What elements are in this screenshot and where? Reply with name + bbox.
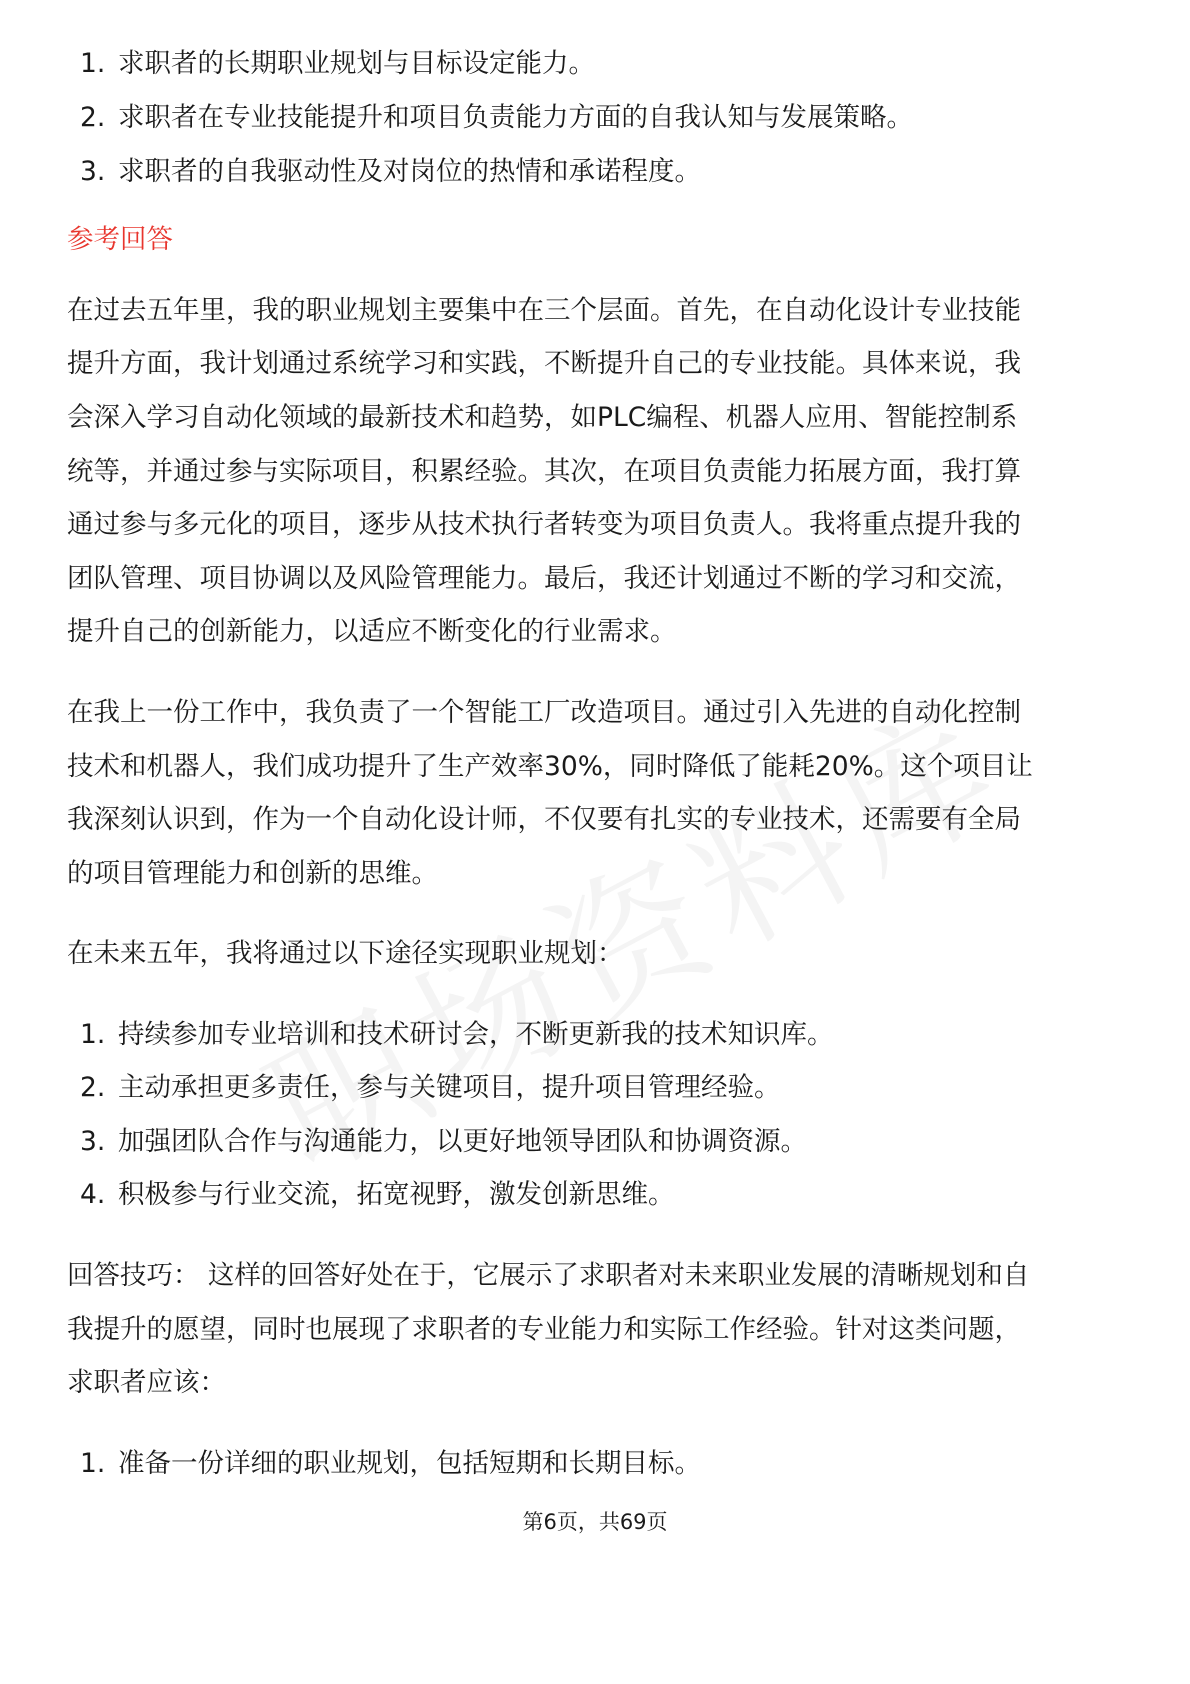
list-text: 求职者在专业技能提升和项目负责能力方面的自我认知与发展策略。	[118, 102, 913, 133]
list-number: 1.	[80, 1019, 106, 1050]
list-text: 求职者的长期职业规划与目标设定能力。	[118, 48, 595, 79]
list-text: 求职者的自我驱动性及对岗位的热情和承诺程度。	[118, 156, 701, 187]
paragraph-line: 我提升的愿望，同时也展现了求职者的专业能力和实际工作经验。针对这类问题，	[67, 1314, 1021, 1345]
paragraph-line: 团队管理、项目协调以及风险管理能力。最后，我还计划通过不断的学习和交流，	[67, 563, 1021, 594]
paragraph-line: 技术和机器人，我们成功提升了生产效率30%，同时降低了能耗20%。这个项目让	[67, 751, 1033, 782]
list-text: 持续参加专业培训和技术研讨会，不断更新我的技术知识库。	[118, 1019, 834, 1050]
paragraph-line: 提升自己的创新能力，以适应不断变化的行业需求。	[67, 616, 677, 647]
list-number: 2.	[80, 1072, 106, 1103]
reference-answer-heading: 参考回答	[67, 224, 173, 255]
paragraph-line: 我深刻认识到，作为一个自动化设计师，不仅要有扎实的专业技术，还需要有全局	[67, 804, 1021, 835]
paragraph-line: 在过去五年里，我的职业规划主要集中在三个层面。首先，在自动化设计专业技能	[67, 295, 1021, 326]
paragraph-line: 的项目管理能力和创新的思维。	[67, 858, 438, 889]
list-number: 3.	[80, 1126, 106, 1157]
paragraph-line: 统等，并通过参与实际项目，积累经验。其次，在项目负责能力拓展方面，我打算	[67, 456, 1021, 487]
paragraph-line: 会深入学习自动化领域的最新技术和趋势，如PLC编程、机器人应用、智能控制系	[67, 402, 1018, 433]
paragraph-future-intro: 在未来五年，我将通过以下途径实现职业规划：	[67, 938, 624, 969]
paragraph-line: 求职者应该：	[67, 1367, 226, 1398]
paragraph-line: 提升方面，我计划通过系统学习和实践，不断提升自己的专业技能。具体来说，我	[67, 348, 1021, 379]
list-number: 2.	[80, 102, 106, 133]
paragraph-line: 在我上一份工作中，我负责了一个智能工厂改造项目。通过引入先进的自动化控制	[67, 697, 1021, 728]
list-number: 4.	[80, 1179, 106, 1210]
list-number: 3.	[80, 156, 106, 187]
list-text: 准备一份详细的职业规划，包括短期和长期目标。	[118, 1448, 701, 1479]
list-text: 主动承担更多责任，参与关键项目，提升项目管理经验。	[118, 1072, 781, 1103]
paragraph-line: 通过参与多元化的项目，逐步从技术执行者转变为项目负责人。我将重点提升我的	[67, 509, 1021, 540]
page-number-footer: 第6页，共69页	[522, 1510, 668, 1534]
list-number: 1.	[80, 1448, 106, 1479]
list-text: 积极参与行业交流，拓宽视野，激发创新思维。	[118, 1179, 675, 1210]
list-number: 1.	[80, 48, 106, 79]
list-text: 加强团队合作与沟通能力，以更好地领导团队和协调资源。	[118, 1126, 807, 1157]
paragraph-line: 回答技巧： 这样的回答好处在于，它展示了求职者对未来职业发展的清晰规划和自	[67, 1260, 1030, 1291]
